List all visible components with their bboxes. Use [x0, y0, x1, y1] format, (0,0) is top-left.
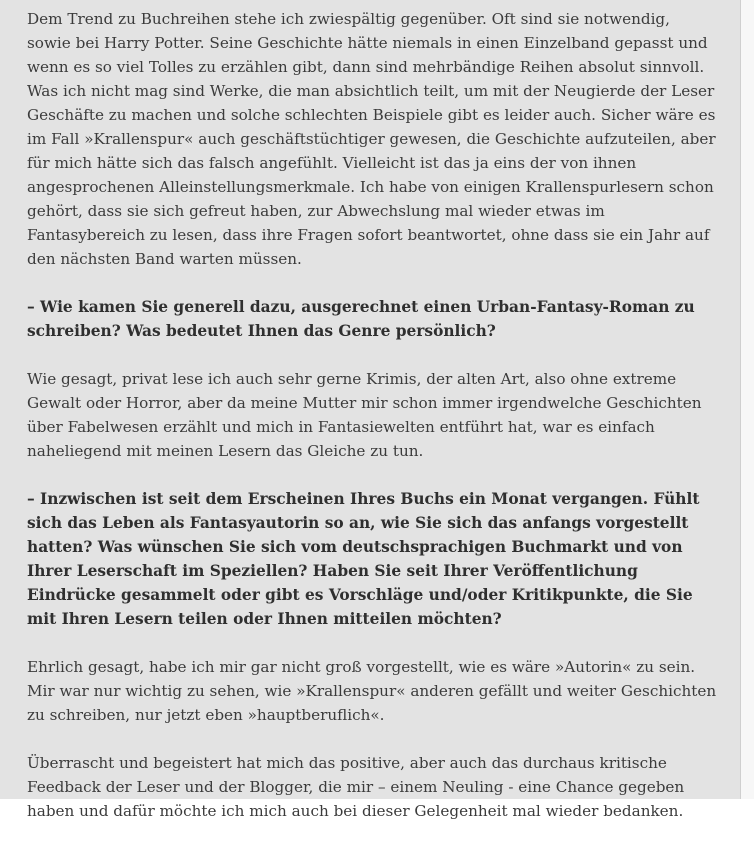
answer-paragraph: Dem Trend zu Buchreihen stehe ich zwiespältig gegenüber. Oft sind sie notwendig, sowie bei Harry Potter. Seine Geschichte hätte niemals in einen Einzelband gepasst und wenn es so viel Tolles zu erzählen gibt, dann sind mehrbändige Reihen absolut sinnvoll. Was ich nicht mag sind Werke, die man absichtlich teilt, um mit der Neugierde der Leser Geschäfte zu machen und solche schlechten Beispiele gibt es leider auch. Sicher wäre es im Fall »Krallenspur« auch geschäftstüchtiger gewesen, die Geschichte aufzuteilen, aber für mich hätte sich das falsch angefühlt. Vielleicht ist das ja eins der von ihnen angesprochenen Alleinstellungsmerkmale. Ich habe von einigen Krallenspurlesern schon gehört, dass sie sich gefreut haben, zur Abwechslung mal wieder etwas im Fantasybereich zu lesen, dass ihre Fragen sofort beantwortet, ohne dass sie ein Jahr auf den nächsten Band warten müssen.: [27, 10, 716, 268]
page-scroll-area[interactable]: [741, 0, 754, 799]
question-paragraph: – Inzwischen ist seit dem Erscheinen Ihres Buchs ein Monat vergangen. Fühlt sich das Leben als Fantasyautorin so an, wie Sie sich das anfangs vorgestellt hatten? Was wünschen Sie sich vom deutschsprachigen Buchmarkt und von Ihrer Leserschaft im Speziellen? Haben Sie seit Ihrer Veröffentlichung Eindrücke gesammelt oder gibt es Vorschläge und/oder Kritikpunkte, die Sie mit Ihren Lesern teilen oder Ihnen mitteilen möchten?: [27, 490, 700, 628]
answer-paragraph: Ehrlich gesagt, habe ich mir gar nicht groß vorgestellt, wie es wäre »Autorin« zu sein. Mir war nur wichtig zu sehen, wie »Krallenspur« anderen gefällt und weiter Geschichten zu schreiben, nur jetzt eben »hauptberuflich«.: [27, 658, 717, 724]
answer-paragraph: Wie gesagt, privat lese ich auch sehr gerne Krimis, der alten Art, also ohne extreme Gewalt oder Horror, aber da meine Mutter mir schon immer irgendwelche Geschichten über Fabelwesen erzählt und mich in Fantasiewelten entführt hat, war es einfach naheliegend mit meinen Lesern das Gleiche zu tun.: [27, 370, 702, 460]
answer-paragraph: Überrascht und begeistert hat mich das positive, aber auch das durchaus kritische Feedback der Leser und der Blogger, die mir – einem Neuling - eine Chance gegeben haben und dafür möchte ich mich auch bei dieser Gelegenheit mal wieder bedanken.: [27, 754, 685, 820]
article-body: [27, 7, 717, 847]
question-paragraph: – Wie kamen Sie generell dazu, ausgerechnet einen Urban-Fantasy-Roman zu schreiben? Was bedeutet Ihnen das Genre persönlich?: [27, 298, 695, 340]
